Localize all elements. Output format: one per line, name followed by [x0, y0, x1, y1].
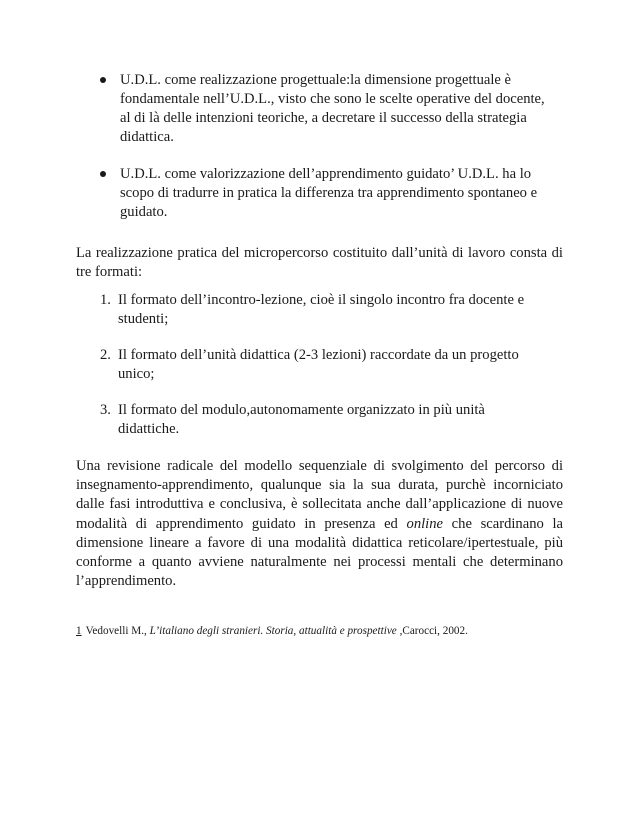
- numbered-line: Il formato dell’unità didattica (2-3 lezioni) raccordate da un progetto: [118, 347, 519, 363]
- bullet-line: U.D.L. come valorizzazione dell’apprendimento guidato’ U.D.L. ha lo: [120, 166, 532, 182]
- numbered-item: [0, 346, 538, 384]
- footnote-number-link[interactable]: 1: [76, 625, 82, 637]
- footnote-publisher: ,Carocci, 2002.: [396, 625, 468, 637]
- closing-text-start: Una revisione radicale del modello sequenziale di svolgimento del percorso di insegnamento-apprendimento, qualunque sia la sua durata, purchè incorniciato dalle fasi introduttiva e conclusiva, è sollecitata anche dall’applicazione di nuove modalità di apprendimento guidato in presenza ed: [76, 458, 563, 532]
- numbered-line: Il formato del modulo,autonomamente organizzato in più unità: [118, 402, 485, 418]
- bullet-item: [0, 71, 560, 147]
- bullet-line: U.D.L. come realizzazione progettuale:la dimensione progettuale è: [120, 72, 512, 88]
- list-number: 3.: [100, 402, 111, 418]
- bullet-dot-icon: [100, 77, 106, 83]
- bullet-list: [0, 71, 638, 240]
- closing-text-italic: online: [406, 515, 444, 532]
- footnote-author: Vedovelli M.,: [85, 625, 150, 637]
- intro-paragraph: La realizzazione pratica del micropercorso costituito dall’unità di lavoro consta di tre formati:: [76, 245, 563, 281]
- bullet-line: al di là delle intenzioni teoriche, a decretare il successo della strategia: [120, 110, 527, 126]
- bullet-line: guidato.: [120, 204, 168, 220]
- footnote-title: L’italiano degli stranieri. Storia, attualità e prospettive: [149, 625, 397, 637]
- numbered-line: didattiche.: [118, 421, 180, 437]
- bullet-line: scopo di tradurre in pratica la differenza tra apprendimento spontaneo e: [120, 185, 538, 201]
- footnote: [76, 624, 468, 639]
- bullet-line: didattica.: [120, 129, 174, 145]
- numbered-line: unico;: [118, 366, 155, 382]
- bullet-dot-icon: [100, 171, 106, 177]
- numbered-list: [0, 291, 638, 456]
- bullet-line: fondamentale nell’U.D.L., visto che sono le scelte operative del docente,: [120, 91, 545, 107]
- numbered-line: studenti;: [118, 311, 169, 327]
- closing-text-end: che scardinano la dimensione lineare a favore di una modalità didattica reticolare/ipertestuale, più conforme a quanto avviene naturalmente nei processi mentali che determinano l’apprendimento.: [76, 515, 563, 590]
- numbered-item: [0, 401, 538, 439]
- bullet-item: [0, 165, 560, 222]
- closing-paragraph: [76, 457, 563, 591]
- numbered-item: [0, 291, 538, 329]
- list-number: 1.: [100, 292, 111, 308]
- numbered-line: Il formato dell’incontro-lezione, cioè il singolo incontro fra docente e: [118, 292, 525, 308]
- list-number: 2.: [100, 347, 111, 363]
